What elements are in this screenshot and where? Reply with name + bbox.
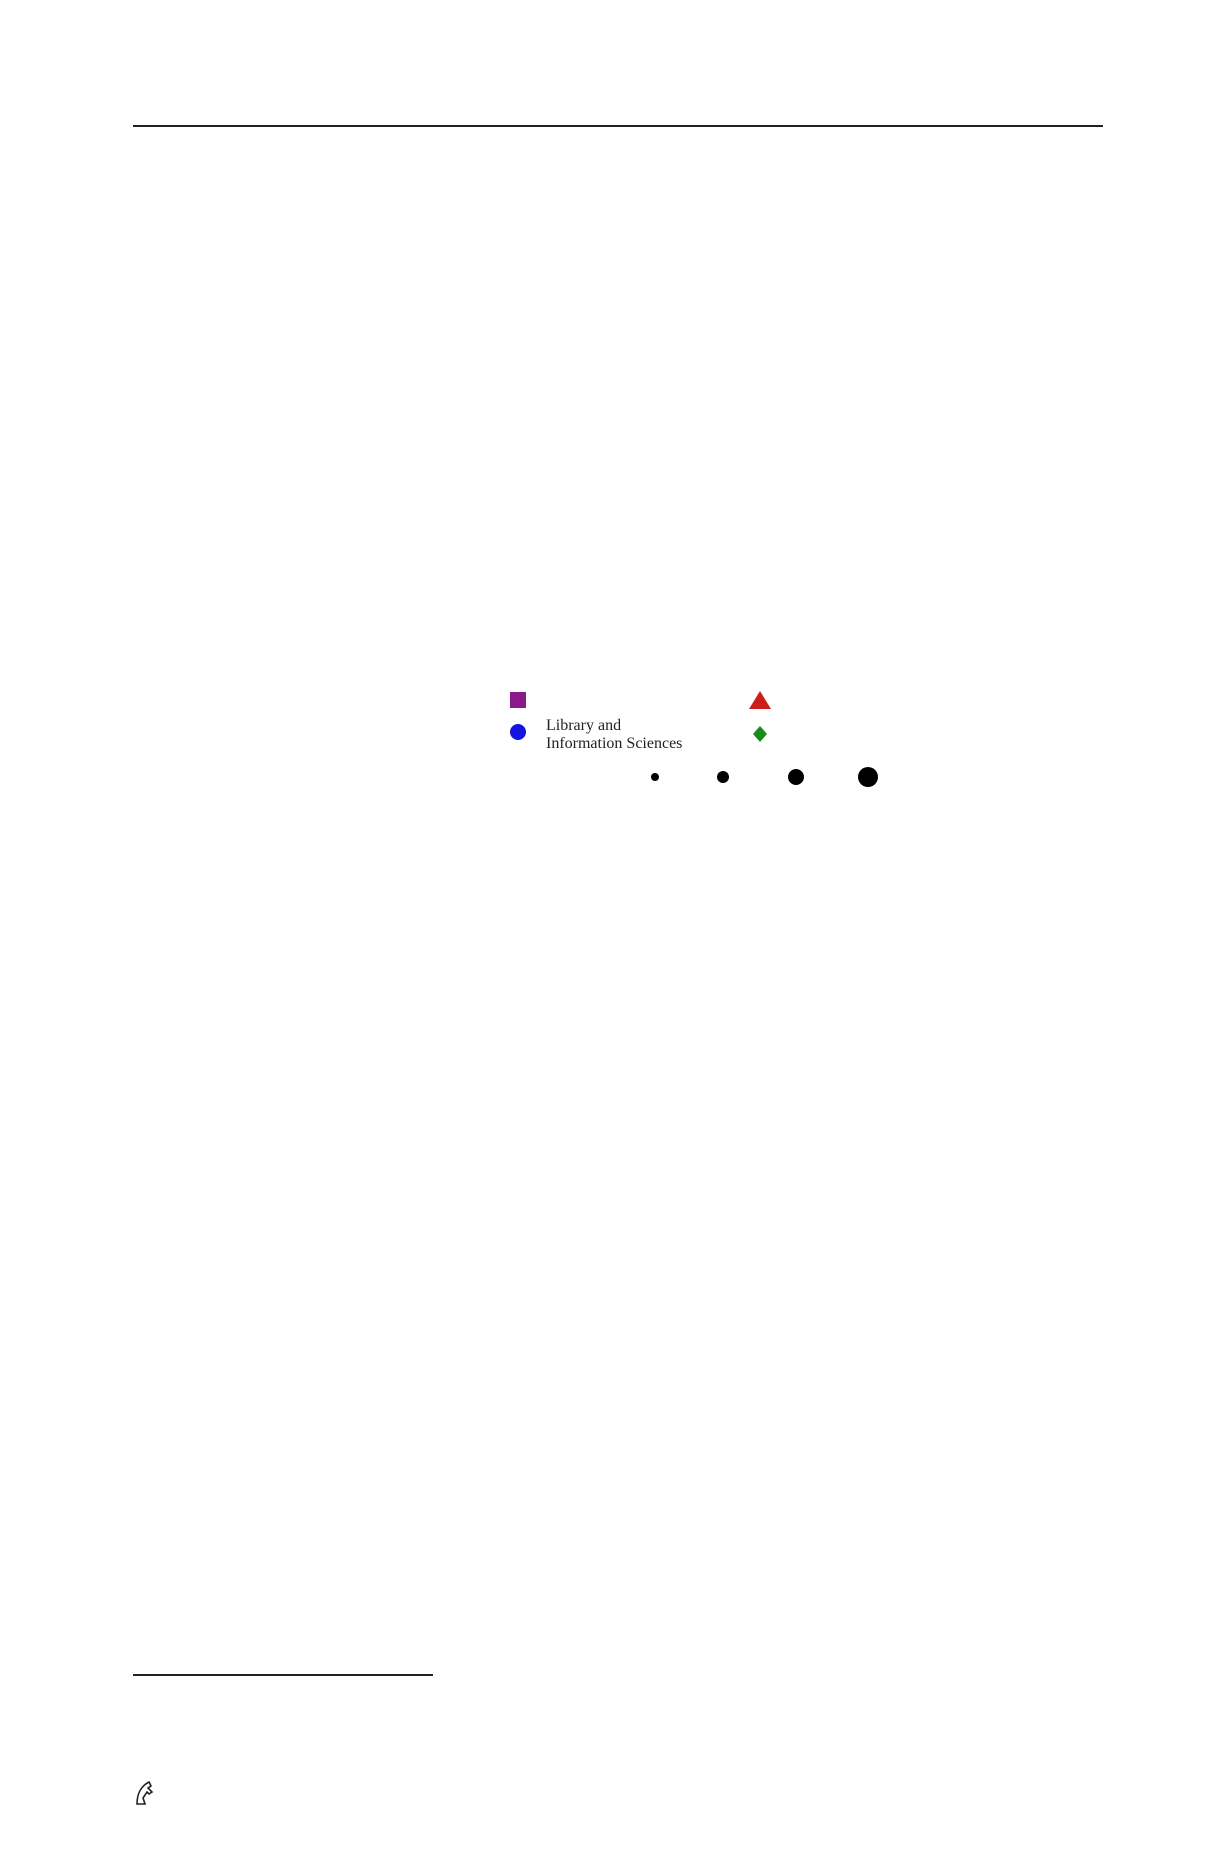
legend-diamond-icon	[753, 726, 767, 742]
legend-size-40-icon	[717, 771, 729, 783]
legend-size-20-icon	[651, 773, 659, 781]
publisher-logo	[133, 1780, 163, 1806]
legend	[510, 691, 878, 787]
legend-size-60-icon	[788, 769, 804, 785]
legend-field-library: Library and Information Sciences	[546, 717, 683, 752]
figure-caption	[133, 822, 141, 844]
legend-circle-icon	[510, 724, 526, 740]
legend-square-icon	[510, 692, 526, 708]
page-header	[133, 92, 1103, 122]
footnote-rule	[133, 1674, 433, 1676]
header-rule	[133, 125, 1103, 127]
footnote-13	[133, 1684, 143, 1708]
legend-triangle-icon	[749, 691, 771, 709]
footnote-14	[133, 1710, 143, 1734]
springer-horse-icon	[133, 1780, 157, 1806]
legend-size-80-icon	[858, 767, 878, 787]
figure-8	[120, 150, 1100, 810]
